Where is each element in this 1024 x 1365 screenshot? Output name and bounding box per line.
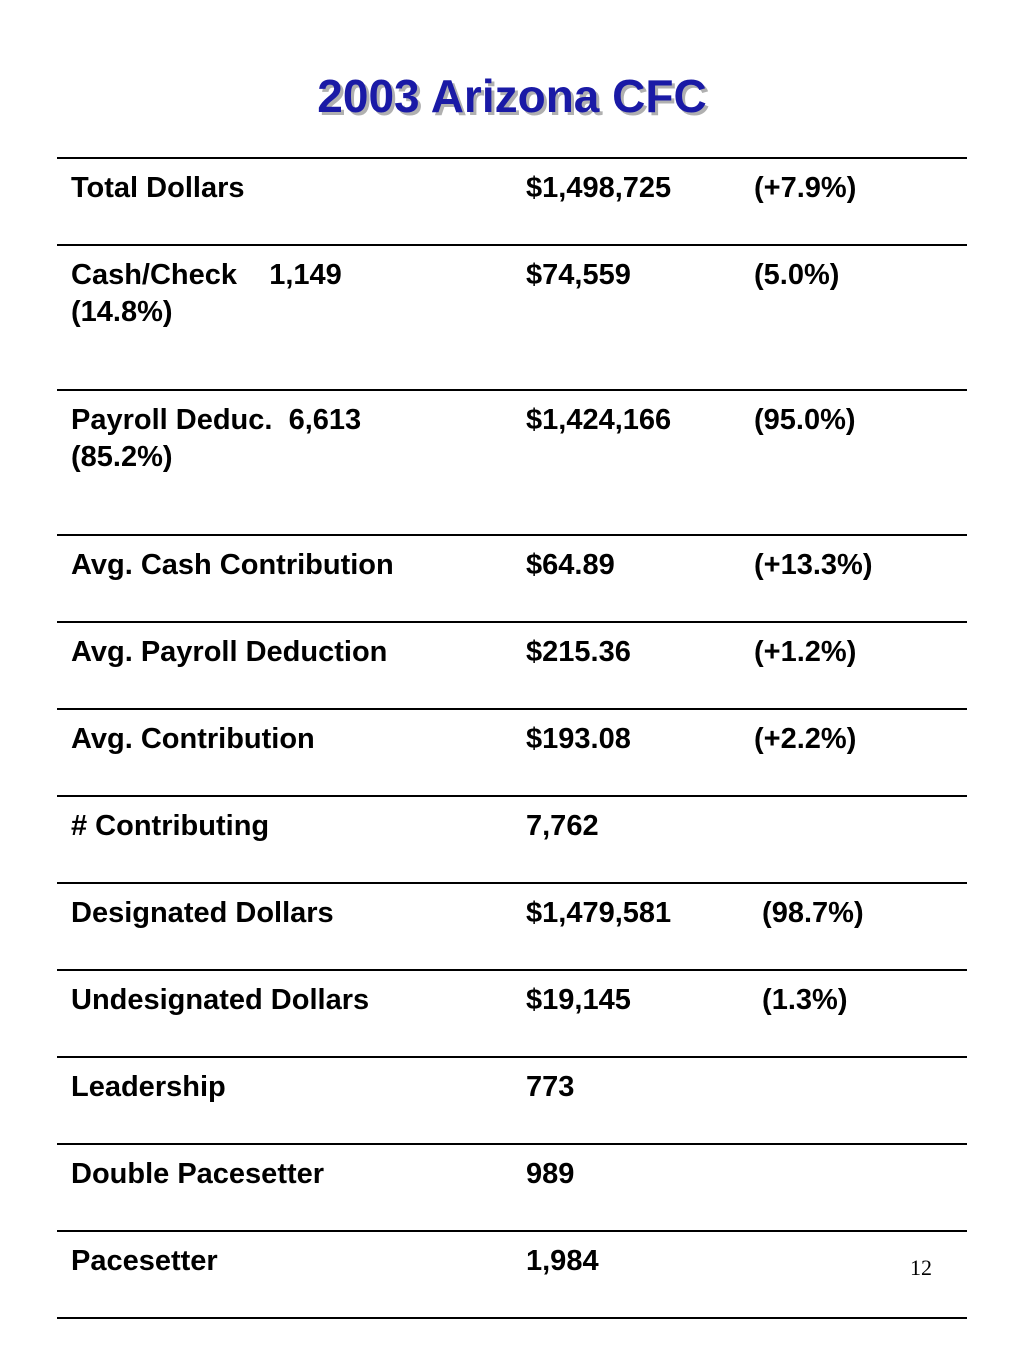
row-label-text: Avg. Contribution [71,723,315,755]
row-label-text: Avg. Cash Contribution [71,549,394,581]
row-value: 989 [526,1158,575,1190]
table-row-avg-contribution [57,709,967,796]
row-label-text: Double Pacesetter [71,1158,325,1190]
table-row-leadership [57,1057,967,1144]
row-value: $193.08 [526,723,631,755]
stats-table [57,157,967,1319]
row-label [57,1144,526,1231]
row-label-text: Avg. Payroll Deduction [71,636,388,668]
row-percent [754,796,967,883]
row-label [57,245,526,390]
row-percent: (95.0%) [754,404,856,436]
row-label-text: Cash/Check 1,149 [71,259,342,291]
slide-title: 2003 Arizona CFC [317,70,707,122]
row-label [57,1231,526,1318]
row-percent: (+13.3%) [754,549,873,581]
row-percent [754,1057,967,1144]
row-percent: (+1.2%) [754,636,857,668]
row-label-sub: (14.8%) [71,296,173,328]
table-row-payroll-deduc [57,390,967,535]
row-value: $1,498,725 [526,172,672,204]
table-row-cash-check [57,245,967,390]
row-percent: (+7.9%) [754,172,857,204]
row-label-text: Payroll Deduc. 6,613 [71,404,362,436]
row-value: $1,424,166 [526,404,672,436]
row-label [57,970,526,1057]
row-value: $64.89 [526,549,615,581]
row-label [57,883,526,970]
row-label-text: Leadership [71,1071,226,1103]
row-percent: (1.3%) [754,984,848,1016]
row-label-sub: (85.2%) [71,441,173,473]
row-percent [754,1144,967,1231]
row-label [57,535,526,622]
table-row-total-dollars [57,158,967,245]
row-percent: (+2.2%) [754,723,857,755]
table-row-contributing [57,796,967,883]
row-label-text: Undesignated Dollars [71,984,370,1016]
row-percent: (5.0%) [754,259,840,291]
row-label [57,796,526,883]
row-label-text: # Contributing [71,810,270,842]
row-value: 7,762 [526,810,599,842]
row-value: $74,559 [526,259,631,291]
table-row-avg-payroll-deduction [57,622,967,709]
row-value: $1,479,581 [526,897,672,929]
row-label-text: Total Dollars [71,172,245,204]
row-value: 1,984 [526,1245,599,1277]
table-row-undesignated-dollars [57,970,967,1057]
row-label [57,709,526,796]
table-row-avg-cash-contribution [57,535,967,622]
table-row-pacesetter [57,1231,967,1318]
table-row-designated-dollars [57,883,967,970]
row-value: $19,145 [526,984,631,1016]
row-label-text: Pacesetter [71,1245,218,1277]
row-percent: (98.7%) [754,897,864,929]
row-label [57,622,526,709]
row-label [57,390,526,535]
row-label-text: Designated Dollars [71,897,334,929]
row-label [57,158,526,245]
row-percent [754,1231,967,1318]
row-value: $215.36 [526,636,631,668]
table-row-double-pacesetter [57,1144,967,1231]
row-value: 773 [526,1071,575,1103]
page-number: 12 [910,1255,932,1280]
row-label [57,1057,526,1144]
